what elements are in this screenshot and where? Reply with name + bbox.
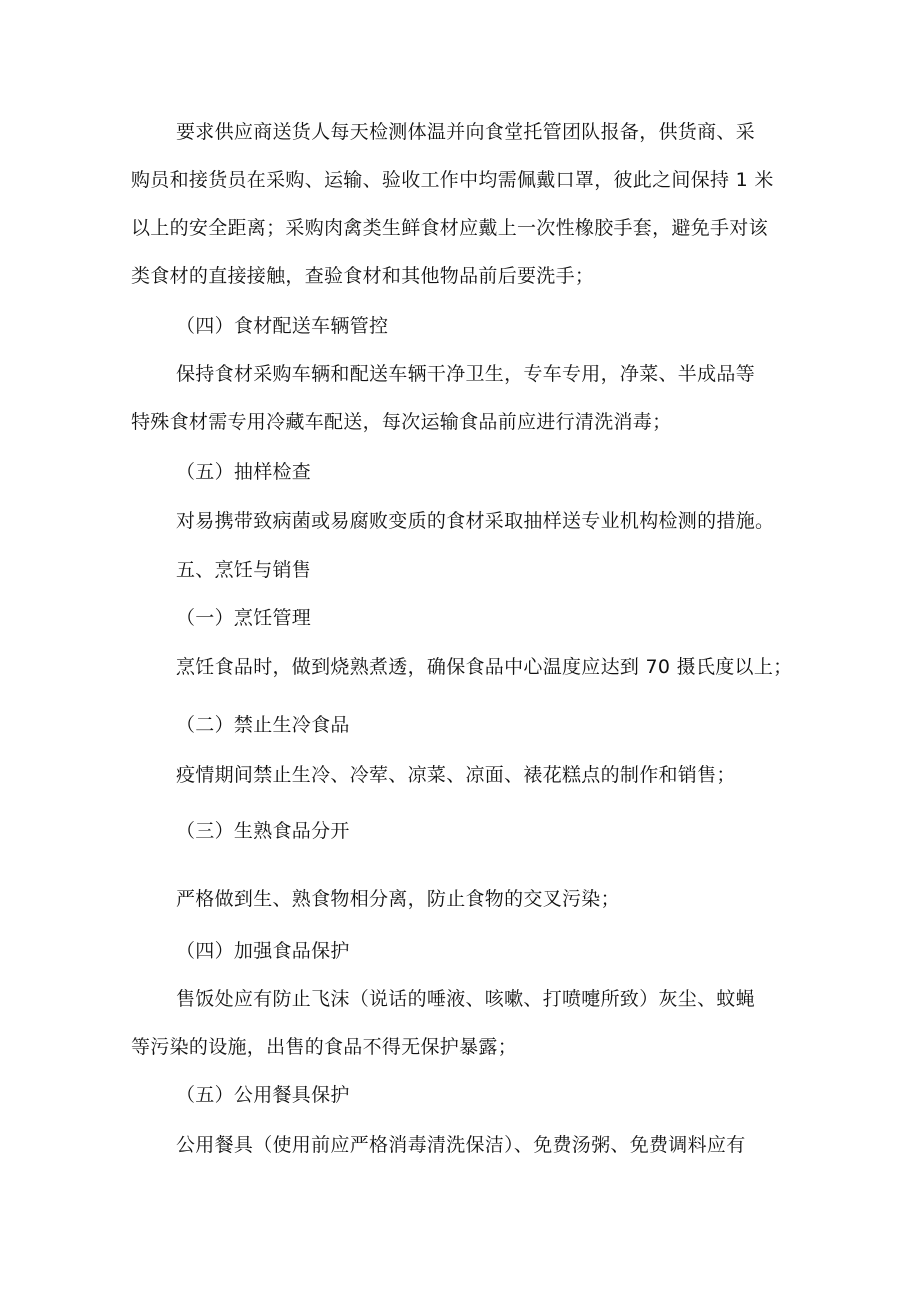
paragraph-line: 对易携带致病菌或易腐败变质的食材采取抽样送专业机构检测的措施。 bbox=[176, 510, 775, 532]
paragraph-line: 以上的安全距离；采购肉禽类生鲜食材应戴上一次性橡胶手套，避免手对该 bbox=[131, 217, 768, 239]
paragraph-line: 类食材的直接接触，查验食材和其他物品前后要洗手； bbox=[131, 265, 595, 287]
paragraph-line: 购员和接货员在采购、运输、验收工作中均需佩戴口罩，彼此之间保持 1 米 bbox=[131, 169, 774, 191]
section-heading: （四）食材配送车辆管控 bbox=[176, 315, 389, 337]
section-heading: （二）禁止生冷食品 bbox=[176, 714, 350, 736]
paragraph-line: 严格做到生、熟食物相分离，防止食物的交叉污染； bbox=[176, 888, 620, 910]
section-heading: （三）生熟食品分开 bbox=[176, 820, 350, 842]
paragraph-line: 公用餐具（使用前应严格消毒清洗保洁）、免费汤粥、免费调料应有 bbox=[176, 1134, 746, 1156]
paragraph-line: 特殊食材需专用冷藏车配送，每次运输食品前应进行清洗消毒； bbox=[131, 411, 672, 433]
paragraph-line: 等污染的设施，出售的食品不得无保护暴露； bbox=[131, 1036, 518, 1058]
section-heading: （四）加强食品保护 bbox=[176, 940, 350, 962]
section-heading: （五）公用餐具保护 bbox=[176, 1084, 350, 1106]
paragraph-line: 要求供应商送货人每天检测体温并向食堂托管团队报备，供货商、采 bbox=[176, 121, 756, 143]
paragraph-line: 保持食材采购车辆和配送车辆干净卫生，专车专用，净菜、半成品等 bbox=[176, 363, 756, 385]
section-heading: （五）抽样检查 bbox=[176, 461, 312, 483]
paragraph-line: 烹饪食品时，做到烧熟煮透，确保食品中心温度应达到 70 摄氏度以上； bbox=[176, 656, 793, 678]
section-heading: （一）烹饪管理 bbox=[176, 607, 312, 629]
chapter-heading: 五、烹饪与销售 bbox=[176, 559, 312, 581]
paragraph-line: 售饭处应有防止飞沫（说话的唾液、咳嗽、打喷嚏所致）灰尘、蚊蝇 bbox=[176, 988, 756, 1010]
paragraph-line: 疫情期间禁止生冷、冷荤、凉菜、凉面、裱花糕点的制作和销售； bbox=[176, 764, 736, 786]
